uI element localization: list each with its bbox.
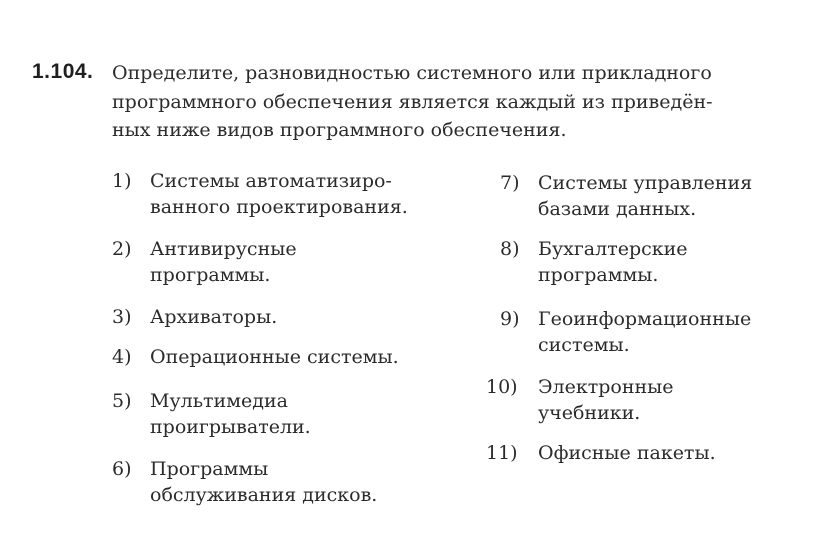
list-item-text [150,388,311,440]
list-item-line: программы. [150,264,271,286]
list-item-line: программы. [538,264,659,286]
list-item-line: проигрыватели. [150,416,311,438]
exercise-text-line: программного обеспечения является каждый из приведён- [112,91,713,113]
list-item-line: Архиваторы. [150,306,278,328]
list-item-line: Мультимедиа [150,390,288,412]
list-item-number: 4) [112,346,132,368]
list-item-text [150,344,399,370]
list-item-line: Бухгалтерские [538,238,688,260]
list-item-line: учебники. [538,402,641,424]
exercise-text-line: ных ниже видов программного обеспечения. [112,119,567,141]
list-item-number: 5) [112,390,132,412]
list-item-number: 1) [112,170,132,192]
list-item-line: Офисные пакеты. [538,442,716,464]
list-item-line: Геоинформационные [538,308,752,330]
list-item-line: обслуживания дисков. [150,484,378,506]
list-item-text [538,306,751,358]
list-item-text [538,236,688,288]
list-item-line: Системы автоматизиро- [150,170,392,192]
list-item-line: базами данных. [538,198,697,220]
list-item-number: 6) [112,458,132,480]
list-item-text [150,304,277,330]
list-item-number: 2) [112,238,132,260]
list-item-text [150,456,377,508]
list-item-number: 8) [500,238,520,260]
list-item-line: Антивирусные [150,238,297,260]
list-item-text [538,374,674,426]
list-item-text [538,440,716,466]
list-item-line: системы. [538,334,630,356]
list-item-line: Операционные системы. [150,346,399,368]
list-item-number: 11) [486,442,518,464]
exercise-text-line: Определите, разновидностью системного или прикладного [112,62,712,84]
list-item-number: 3) [112,306,132,328]
list-item-number: 7) [500,172,520,194]
list-item-line: Программы [150,458,269,480]
list-item-text [538,170,752,222]
list-item-line: ванного проектирования. [150,196,408,218]
list-item-line: Электронные [538,376,674,398]
list-item-text [150,236,297,288]
list-item-line: Системы управления [538,172,753,194]
exercise-number: 1.104. [32,60,94,83]
list-item-text [150,168,408,220]
list-item-number: 9) [500,308,520,330]
list-item-number: 10) [486,376,518,398]
